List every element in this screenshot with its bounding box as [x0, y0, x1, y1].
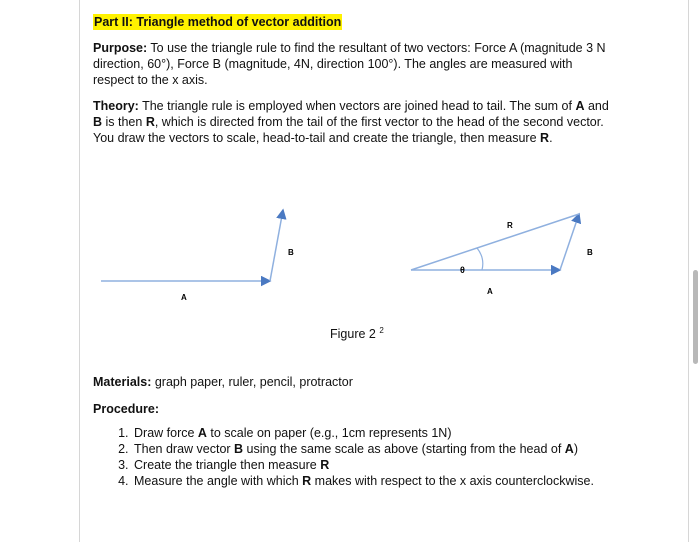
procedure-step-2 [132, 441, 632, 457]
step-text: ) [573, 442, 578, 456]
theory-vector-b: B [93, 115, 103, 129]
step-bold: A [564, 442, 574, 456]
step-bold: A [197, 426, 207, 440]
document-body [93, 14, 613, 146]
left-label-b: B [288, 248, 294, 257]
procedure-label: Procedure: [93, 402, 159, 416]
vertical-scrollbar[interactable] [693, 270, 698, 364]
right-label-r: R [507, 221, 513, 230]
figure-caption-text: Figure 2 [330, 327, 376, 342]
step-text: Draw force [134, 426, 198, 440]
theory-vector-a: A [575, 99, 585, 113]
theory-label: Theory: [93, 99, 139, 113]
procedure-list [110, 425, 632, 489]
angle-arc [477, 248, 483, 270]
step-text: using the same scale as above (starting from the head of [243, 442, 565, 456]
triangle-b-line [560, 214, 579, 270]
purpose-label: Purpose: [93, 41, 148, 55]
right-label-a: A [487, 287, 493, 296]
procedure-step-4 [132, 473, 632, 489]
section-title-wrap [93, 14, 613, 30]
procedure-step-1 [132, 425, 632, 441]
theory-vector-r: R [145, 115, 155, 129]
right-label-theta: θ [460, 265, 465, 275]
theory-text-2: and [584, 99, 609, 113]
vector-b-line [270, 210, 283, 281]
step-bold: R [302, 474, 312, 488]
step-text: Create the triangle then measure [134, 458, 321, 472]
right-label-b: B [587, 248, 593, 257]
materials-text: graph paper, ruler, pencil, protractor [151, 375, 353, 389]
section-title: Part II: Triangle method of vector addition [94, 15, 342, 29]
step-text: Measure the angle with which [134, 474, 303, 488]
theory-vector-r2: R [540, 131, 550, 145]
step-bold: B [234, 442, 244, 456]
theory-text-5: . [549, 131, 553, 145]
theory-text-1: The triangle rule is employed when vectors are joined head to tail. The sum of [138, 99, 576, 113]
step-text: Then draw vector [134, 442, 235, 456]
figure-caption-sup: 2 [379, 326, 384, 335]
purpose-text: To use the triangle rule to find the resultant of two vectors: Force A (magnitude 3 N direction, 60°), Force B (magnitude, 4N, direction 100°). The angles are measured with respect to the x axis. [93, 41, 606, 87]
step-bold: R [320, 458, 330, 472]
theory-text-3: is then [102, 115, 146, 129]
materials-label: Materials: [93, 375, 152, 389]
theory-paragraph [93, 98, 613, 146]
procedure-step-3 [132, 457, 632, 473]
purpose-paragraph [93, 40, 613, 88]
triangle-r-line [411, 214, 579, 270]
left-label-a: A [181, 293, 187, 302]
step-text: to scale on paper (e.g., 1cm represents 1N) [206, 426, 452, 440]
materials-paragraph [93, 375, 353, 389]
step-text: makes with respect to the x axis counterclockwise. [311, 474, 594, 488]
theory-text-4: , which is directed from the tail of the first vector to the head of the second vector. You draw the vectors to scale, head-to-tail and create the triangle, then measure [93, 115, 604, 145]
figure-caption [330, 326, 384, 341]
